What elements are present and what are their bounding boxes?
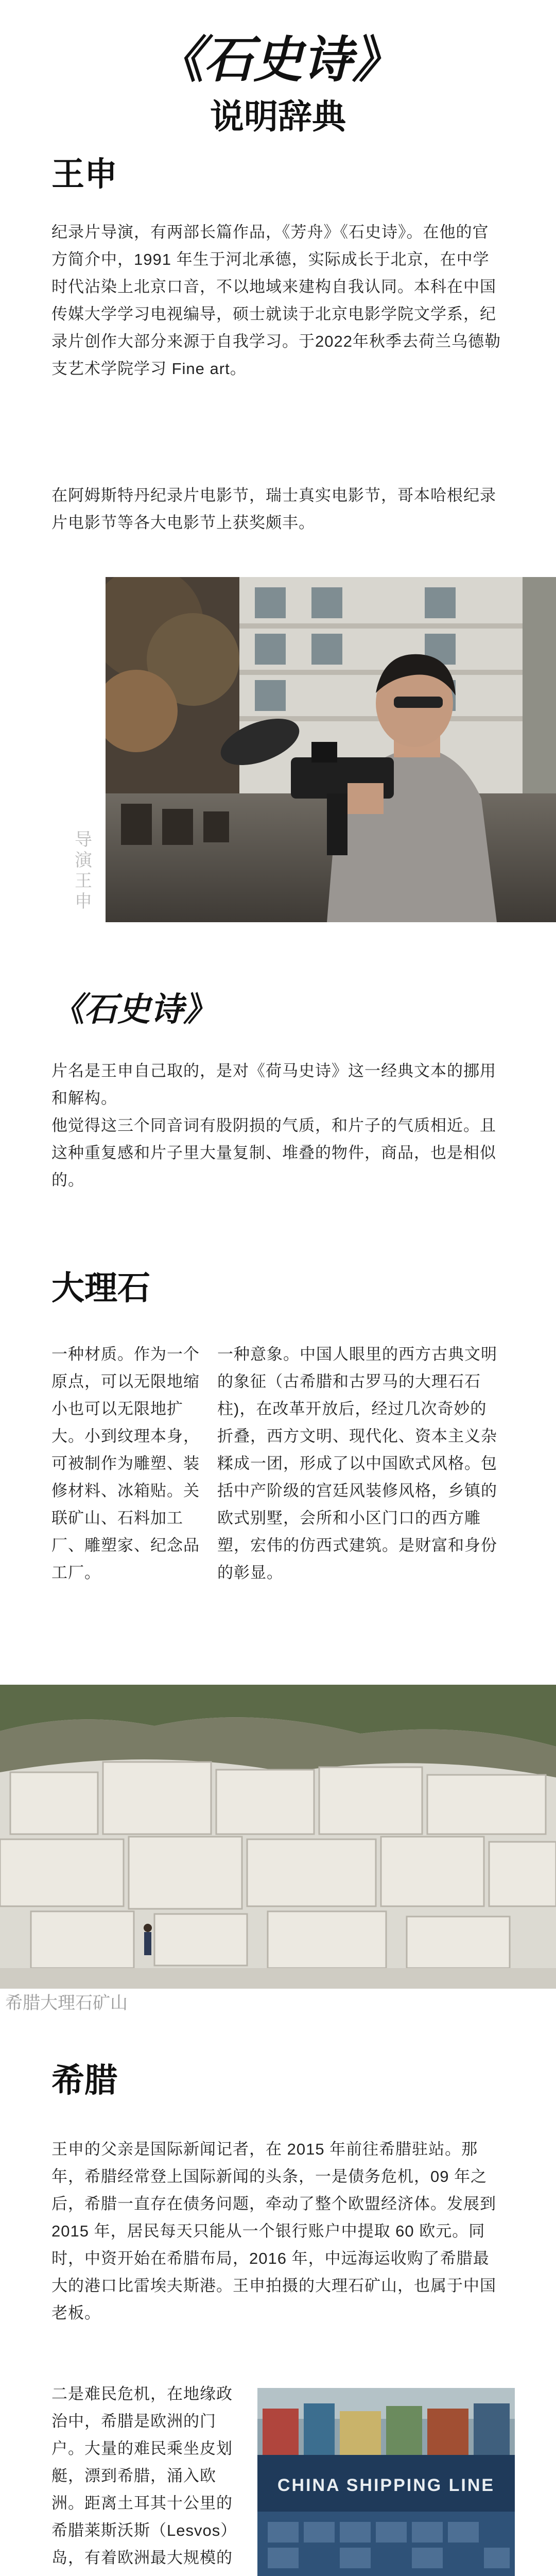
section-heading-greece: 希腊 — [51, 2062, 117, 2099]
director-photo-caption: 导演王申 — [75, 830, 92, 911]
document-title: 《石史诗》 — [154, 32, 402, 88]
section-heading-director: 王申 — [51, 156, 117, 193]
director-festivals: 在阿姆斯特丹纪录片电影节，瑞士真实电影节，哥本哈根纪录片电影节等各大电影节上获奖颇丰。 — [51, 486, 496, 532]
marble-quarry-photo — [0, 1685, 556, 1989]
director-bio: 纪录片导演，有两部长篇作品，《芳舟》《石史诗》。在他的官方简介中，1991 年生于河北承德，实际成长于北京，在中学时代沾染上北京口音，不以地域来建构自我认同。本科在中国传媒大学学习电视编导，硕士就读于北京电影学院文学系，纪录片创作大部分来源于自我学习。于2022年秋季去荷兰乌德勒支艺术学院学习 Fine art。 — [51, 223, 501, 378]
section-heading-marble: 大理石 — [51, 1269, 150, 1307]
film-para-2: 他觉得这三个同音词有股阴损的气质，和片子的气质相近。且这种重复感和片子里大量复制、堆叠的物件，商品，也是相似的。 — [51, 1116, 496, 1189]
marble-left-column: 一种材质。作为一个原点，可以无限地缩小也可以无限地扩大。小到纹理本身，可被制作为雕塑、装修材料、冰箱贴。关联矿山、石料加工厂、雕塑家、纪念品工厂。 — [51, 1345, 200, 1582]
marble-right-column: 一种意象。中国人眼里的西方古典文明的象征（古希腊和古罗马的大理石石柱)，在改革开放后，经过几次奇妙的折叠，西方文明、现代化、资本主义杂糅成一团，形成了以中国欧式风格。包括中产阶级的宫廷风装修风格，乡镇的欧式别墅，会所和小区门口的西方雕塑，宏伟的仿西式建筑。是财富和身份的彰显。 — [217, 1345, 497, 1582]
director-photo — [106, 577, 556, 922]
marble-photo-caption: 希腊大理石矿山 — [5, 1993, 128, 2013]
film-para-1: 片名是王申自己取的，是对《荷马史诗》这一经典文本的挪用和解构。 — [51, 1062, 496, 1107]
port-photo — [257, 2388, 515, 2576]
ship-hull-text: CHINA SHIPPING LINE — [277, 2476, 495, 2495]
document-subtitle: 说明辞典 — [210, 97, 346, 135]
greece-para-2: 二是难民危机，在地缘政治中，希腊是欧洲的门户。大量的难民乘坐皮划艇，漂到希腊，涌入欧洲。距离土耳其十公里的希腊莱斯沃斯（Lesvos）岛，有着欧洲最大规模的 — [51, 2385, 237, 2567]
section-heading-film: 《石史诗》 — [51, 991, 216, 1028]
greece-para-1: 王申的父亲是国际新闻记者，在 2015 年前往希腊驻站。那年，希腊经常登上国际新闻的头条，一是债务危机，09 年之后，希腊一直存在债务问题，牵动了整个欧盟经济体。发展到 2015 年，居民每天只能从一个银行账户中提取 60 欧元。同时，中资开始在希腊布局，2016 年，中远海运收购了希腊最大的港口比雷埃夫斯港。王申拍摄的大理石矿山，也属于中国老板。 — [51, 2140, 496, 2322]
